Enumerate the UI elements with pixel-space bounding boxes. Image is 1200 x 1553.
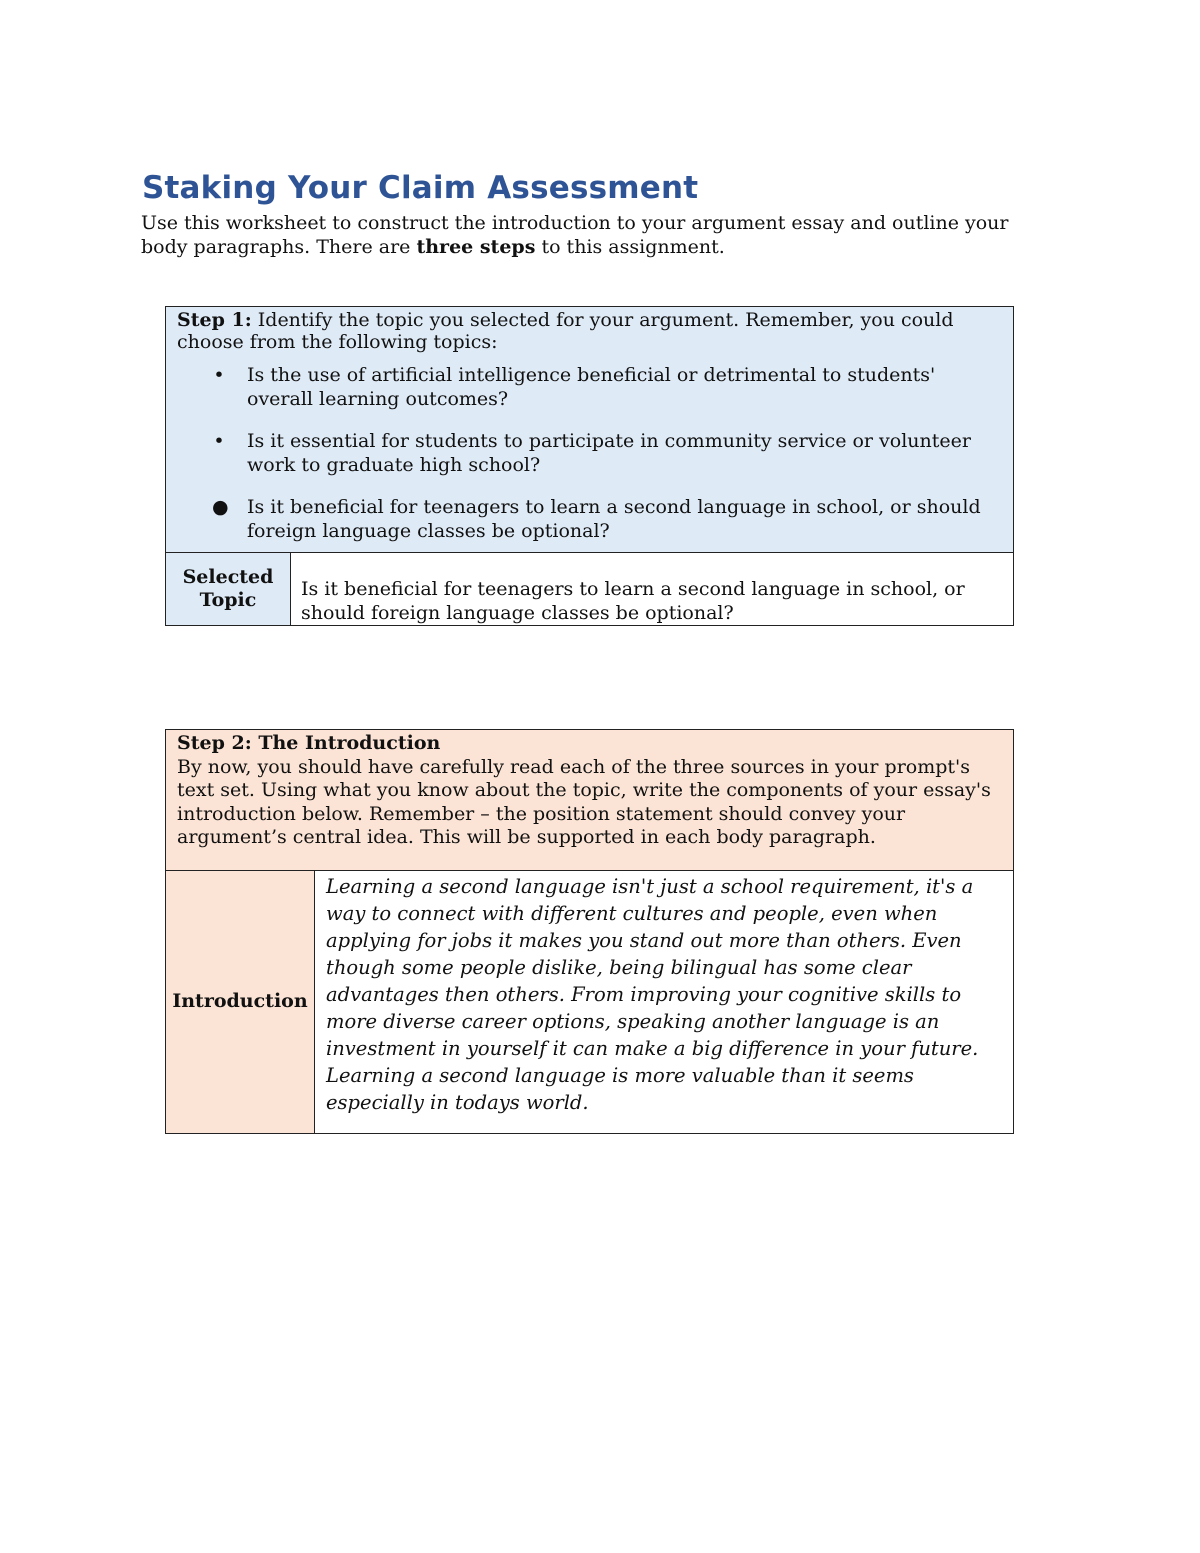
topic-item (177, 363, 1003, 411)
intro-text-part2: to this assignment. (535, 236, 725, 258)
page-title: Staking Your Claim Assessment (142, 170, 699, 206)
bullet-icon: • (213, 364, 225, 386)
step2-instruction-text: By now, you should have carefully read each of the three sources in your prompt's text set. Using what you know about the topic, write the components of your essay's introduction below. Remember – the position statement should convey your argument’s central idea. This will be supported in each body paragraph. (177, 755, 991, 848)
selected-topic-field[interactable]: Is it beneficial for teenagers to learn a second language in school, or should foreign language classes be optional? (291, 553, 1014, 626)
topic-item (177, 495, 1003, 543)
topic-list (177, 363, 1003, 543)
step1-instruction (177, 309, 1003, 353)
topic-text: Is it beneficial for teenagers to learn a second language in school, or should foreign language classes be optional? (247, 496, 981, 542)
bullet-icon: • (213, 430, 225, 452)
selected-label-line2: Topic (199, 589, 257, 611)
intro-text-bold: three steps (416, 236, 536, 258)
selected-topic-label (166, 553, 291, 626)
intro-paragraph (141, 211, 1041, 259)
step2-instructions-cell (166, 730, 1014, 871)
topic-item (177, 429, 1003, 477)
intro-text-part1: Use this worksheet to construct the introduction to your argument essay and outline your body paragraphs. There are (141, 212, 1009, 258)
bullet-icon: ● (212, 496, 229, 518)
step1-instructions-cell (166, 307, 1014, 553)
step1-table (165, 306, 1014, 626)
step1-instruction-text: Identify the topic you selected for your argument. Remember, you could choose from the following topics: (177, 309, 954, 353)
topic-text: Is the use of artificial intelligence beneficial or detrimental to students' overall learning outcomes? (247, 364, 936, 410)
step2-table (165, 729, 1014, 1134)
introduction-label: Introduction (166, 870, 315, 1133)
introduction-answer-field[interactable]: Learning a second language isn't just a school requirement, it's a way to connect with different cultures and people, even when applying for jobs it makes you stand out more than others. Even though some people dislike, being bilingual has some clear advantages then others. From improving your cognitive skills to more diverse career options, speaking another language is an investment in yourself it can make a big difference in your future. Learning a second language is more valuable than it seems especially in todays world. (315, 870, 1014, 1133)
topic-text: Is it essential for students to participate in community service or volunteer work to graduate high school? (247, 430, 971, 476)
step2-heading: Step 2: The Introduction (177, 732, 441, 754)
selected-label-line1: Selected (182, 566, 274, 588)
step1-label: Step 1: (177, 309, 252, 331)
